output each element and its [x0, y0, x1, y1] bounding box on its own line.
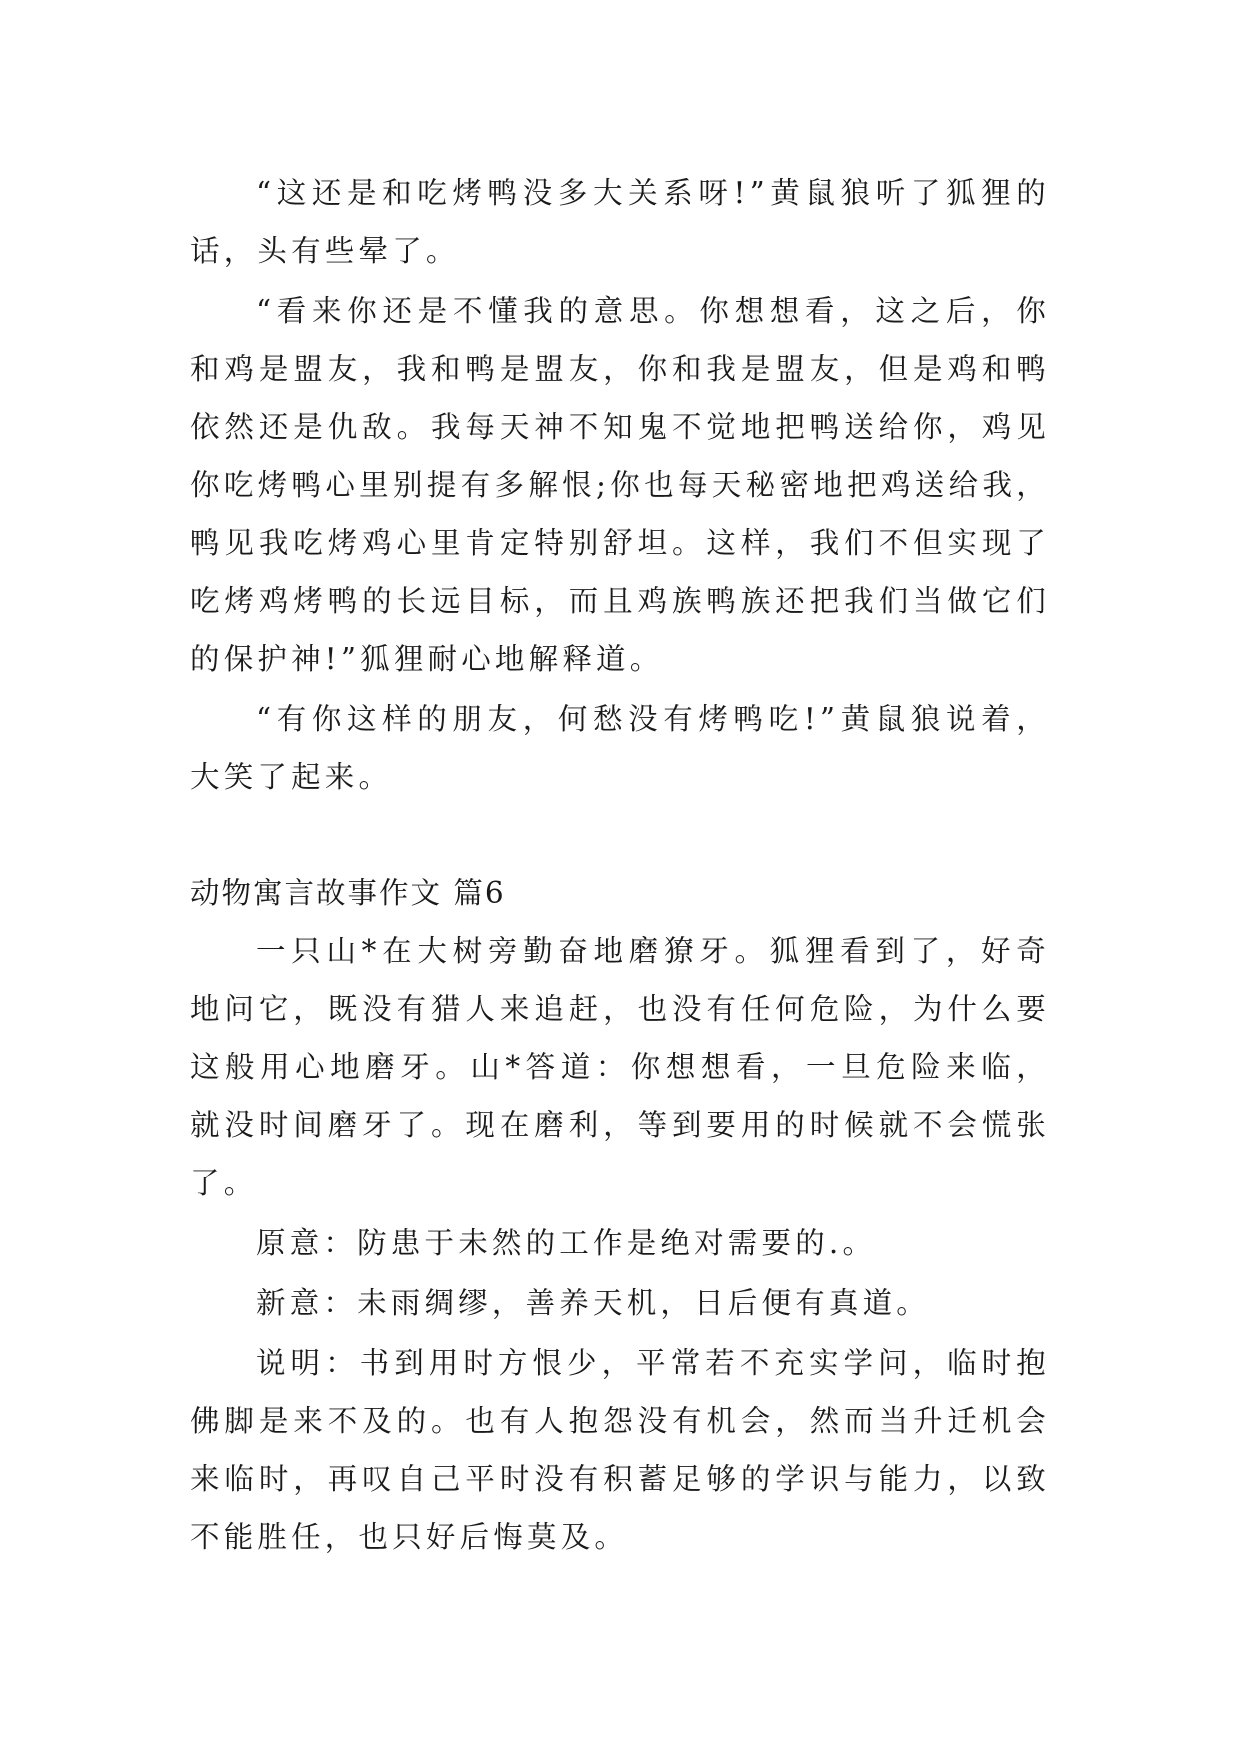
paragraph: “看来你还是不懂我的意思。你想想看，这之后，你和鸡是盟友，我和鸭是盟友，你和我是盟友，但是鸡和鸭依然还是仇敌。我每天神不知鬼不觉地把鸭送给你，鸡见你吃烤鸭心里别提有多解恨;你也每天秘密地把鸡送给我，鸭见我吃烤鸡心里肯定特别舒坦。这样，我们不但实现了吃烤鸡烤鸭的长远目标，而且鸡族鸭族还把我们当做它们的保护神!”狐狸耐心地解释道。 [190, 294, 1050, 676]
explanation: 说明：书到用时方恨少，平常若不充实学问，临时抱佛脚是来不及的。也有人抱怨没有机会，然而当升迁机会来临时，再叹自己平时没有积蓄足够的学识与能力，以致不能胜任，也只好后悔莫及。 [190, 1346, 1050, 1554]
original-meaning: 原意：防患于未然的工作是绝对需要的.。 [256, 1226, 877, 1260]
paragraph: “这还是和吃烤鸭没多大关系呀!”黄鼠狼听了狐狸的话，头有些晕了。 [190, 176, 1050, 268]
fable-section [190, 922, 1050, 1566]
paragraph: 一只山*在大树旁勤奋地磨獠牙。狐狸看到了，好奇地问它，既没有猎人来追赶，也没有任何危险，为什么要这般用心地磨牙。山*答道：你想想看，一旦危险来临，就没时间磨牙了。现在磨利，等到要用的时候就不会慌张了。 [190, 934, 1050, 1200]
paragraph: “有你这样的朋友，何愁没有烤鸭吃!”黄鼠狼说着，大笑了起来。 [190, 702, 1050, 794]
section-heading: 动物寓言故事作文 篇6 [190, 876, 506, 910]
new-meaning: 新意：未雨绸缪，善养天机，日后便有真道。 [256, 1286, 931, 1320]
story-continuation [190, 164, 1050, 806]
